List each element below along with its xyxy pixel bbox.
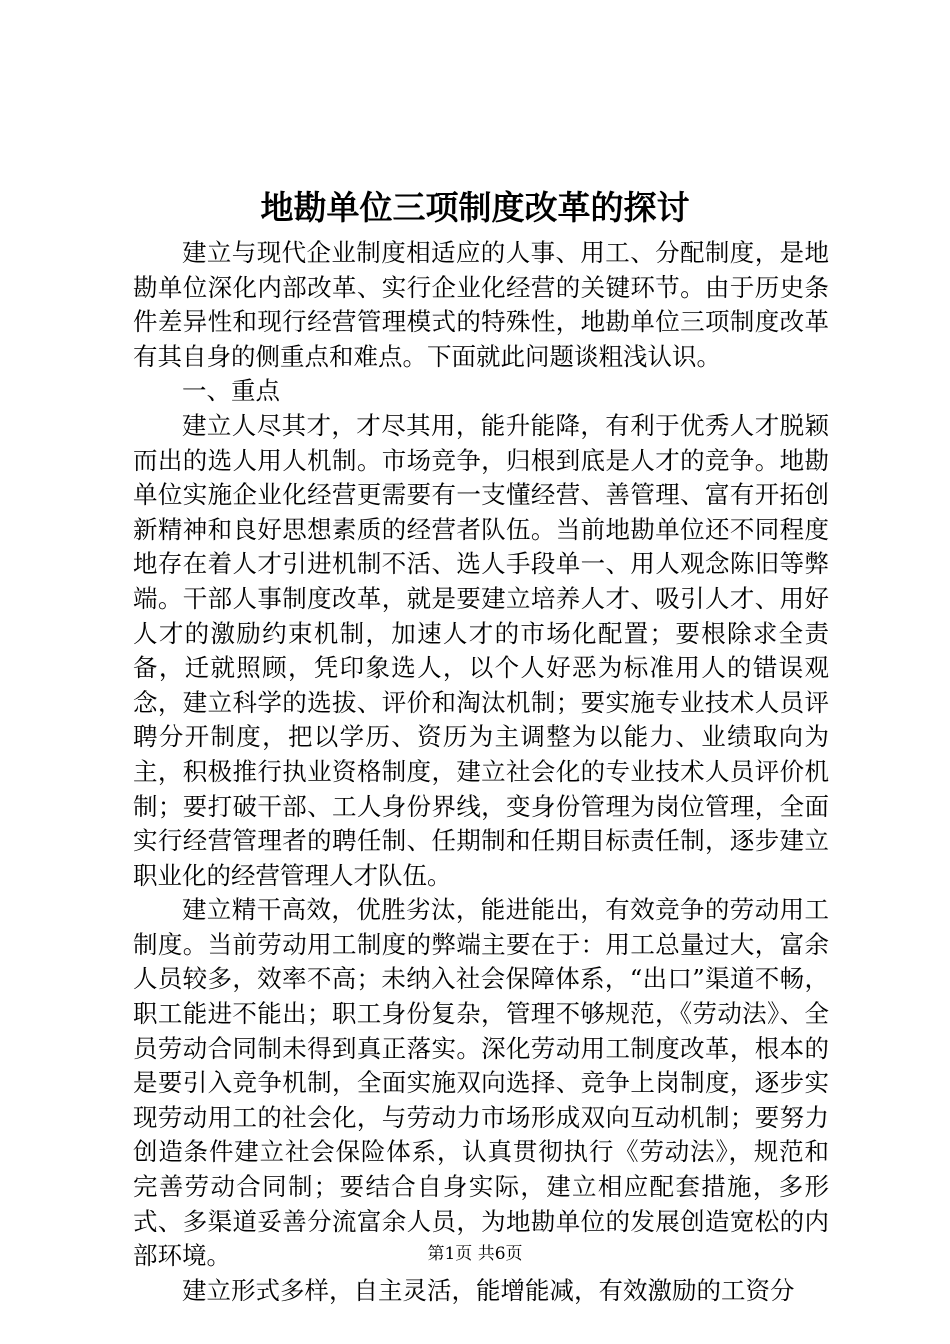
paragraph-labor: 建立精干高效，优胜劣汰，能进能出，有效竞争的劳动用工制度。当前劳动用工制度的弊端主要在于：用工总量过大，富余人员较多，效率不高；未纳入社会保障体系，“出口”渠道不畅，职工能进不能出；职工身份复杂，管理不够规范，《劳动法》、全员劳动合同制未得到真正落实。深化劳动用工制度改革，根本的是要引入竞争机制，全面实施双向选择、竞争上岗制度，逐步实现劳动用工的社会化，与劳动力市场形成双向互动机制；要努力创造条件建立社会保险体系，认真贯彻执行《劳动法》，规范和完善劳动合同制；要结合自身实际，建立相应配套措施，多形式、多渠道妥善分流富余人员，为地勘单位的发展创造宽松的内部环境。	[133, 895, 829, 1271]
section-heading: 一、重点	[182, 376, 280, 406]
document-body	[133, 236, 829, 1308]
paragraph-intro: 建立与现代企业制度相适应的人事、用工、分配制度，是地勘单位深化内部改革、实行企业化经营的关键环节。由于历史条件差异性和现行经营管理模式的特殊性，地勘单位三项制度改革有其自身的侧重点和难点。下面就此问题谈粗浅认识。	[133, 238, 829, 371]
page-footer: 第1页 共6页	[427, 1244, 523, 1264]
document-title: 地勘单位三项制度改革的探讨	[260, 188, 690, 227]
paragraph-personnel: 建立人尽其才，才尽其用，能升能降，有利于优秀人才脱颖而出的选人用人机制。市场竞争，归根到底是人才的竞争。地勘单位实施企业化经营更需要有一支懂经营、善管理、富有开拓创新精神和良好思想素质的经营者队伍。当前地勘单位还不同程度地存在着人才引进机制不活、选人手段单一、用人观念陈旧等弊端。干部人事制度改革，就是要建立培养人才、吸引人才、用好人才的激励约束机制，加速人才的市场化配置；要根除求全责备，迁就照顾，凭印象选人，以个人好恶为标准用人的错误观念，建立科学的选拔、评价和淘汰机制；要实施专业技术人员评聘分开制度，把以学历、资历为主调整为以能力、业绩取向为主，积极推行执业资格制度，建立社会化的专业技术人员评价机制；要打破干部、工人身份界线，变身份管理为岗位管理，全面实行经营管理者的聘任制、任期制和任期目标责任制，逐步建立职业化的经营管理人才队伍。	[133, 410, 829, 890]
paragraph-wage: 建立形式多样，自主灵活，能增能减，有效激励的工资分	[182, 1275, 795, 1305]
